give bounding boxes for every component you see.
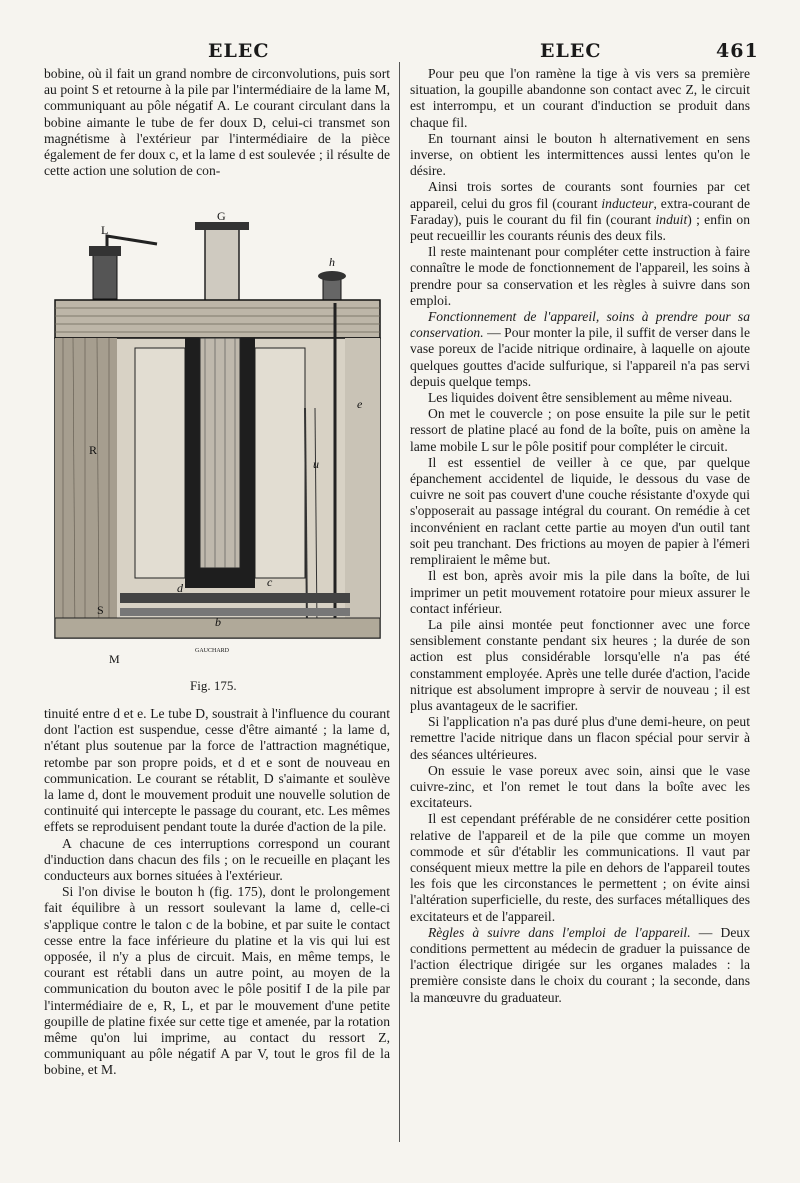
right-column xyxy=(410,66,750,1006)
left-column-bottom xyxy=(44,706,390,1079)
section-regles: Règles à suivre dans l'emploi de l'appareil. — Deux conditions permettent au médecin de graduer la puissance de l'action électrique dirigée sur les organes malades : la première consiste dans le choix du courant ; la seconde, dans la manœuvre du graduateur. xyxy=(410,924,750,1005)
paragraph: tinuité entre d et e. Le tube D, soustrait à l'influence du courant dont l'action est suspendue, cesse d'être aimanté ; la lame d, n'étant plus soutenue par la force de l'attraction magnétique, retombe par son propre poids, et d et e sont de nouveau en communication. Le courant se rétablit, D s'aimante et soulève la lame d, dont le mouvement produit une nouvelle solution de continuité qui intercepte le passage du courant, etc. Les mêmes effets se reproduisent pendant toute la durée d'action de la pile. xyxy=(44,706,390,835)
left-column-top xyxy=(44,66,390,179)
page-number: 461 xyxy=(716,40,759,62)
paragraph: La pile ainsi montée peut fonctionner avec une force sensiblement constante pendant six heures ; la durée de son action est plus considérable lorsqu'elle n'a pas été constamment employée. Après une telle durée d'action, l'acide nitrique est absolument impropre à servir de nouveau ; il est plus avantageux de le sacrifier. xyxy=(410,616,750,713)
paragraph: Si l'application n'a pas duré plus d'une demi-heure, on peut remettre l'acide nitrique dans un flacon spécial pour servir à des séances ultérieures. xyxy=(410,714,750,762)
paragraph: On met le couvercle ; on pose ensuite la pile sur le petit ressort de platine placé au fond de la boîte, puis on amène la lame mobile L sur le pôle positif pour compléter le circuit. xyxy=(410,406,750,454)
header-left: ELEC xyxy=(208,40,270,62)
column-rule xyxy=(399,62,400,1142)
figure-label-h: h xyxy=(329,255,335,269)
section-fonctionnement: Fonctionnement de l'appareil, soins à prendre pour sa conservation. — Pour monter la pile, il suffit de verser dans le vase poreux de l'acide nitrique ordinaire, à laquelle on ajoute quelques gouttes d'acide sulfurique, si l'appareil n'a pas servi depuis quelque temps. xyxy=(410,309,750,389)
paragraph: A chacune de ces interruptions correspond un courant d'induction dans chacun des fils ; on le recueille en plaçant les conducteurs aux bornes situées à l'extérieur. xyxy=(44,835,390,884)
figure-label-c: c xyxy=(267,575,273,589)
header-right: ELEC xyxy=(540,40,602,62)
figure-label-s: S xyxy=(97,603,104,617)
paragraph: Il reste maintenant pour compléter cette instruction à faire connaître le mode de fonctionnement de l'appareil, les soins à prendre pour sa conservation et les règles à suivre dans son emploi. xyxy=(410,244,750,308)
paragraph: Ainsi trois sortes de courants sont fournies par cet appareil, celui du gros fil (courant inducteur, extra-courant de Faraday), puis le courant du fil fin (courant induit) ; enfin on peut recueillir les courants réunis des deux fils. xyxy=(410,179,750,244)
figure-caption: Fig. 175. xyxy=(190,678,237,693)
paragraph: Les liquides doivent être sensiblement au même niveau. xyxy=(428,390,733,406)
paragraph: Il est cependant préférable de ne considérer cette position relative de l'appareil et de la pile que comme un moyen commode et sûr d'établir les communications. Il vaut par conséquent mieux mettre la pile en dehors de l'appareil toutes les fois que les circonstances le permettent ; on évite ainsi l'altération superficielle, du reste, des surfaces métalliques des excitateurs et de l'appareil. xyxy=(410,811,750,924)
figure-label-g: G xyxy=(217,209,226,223)
paragraph: Pour peu que l'on ramène la tige à vis vers sa première situation, la goupille abandonne son contact avec Z, le circuit est interrompu, et un courant d'induction se produit dans chaque fil. xyxy=(410,66,750,130)
figure-label-b: b xyxy=(215,615,221,629)
figure-engraver: GAUCHARD xyxy=(195,648,230,654)
figure-label-u: u xyxy=(313,457,319,471)
figure-label-d: d xyxy=(177,581,183,595)
figure-label-l: L xyxy=(101,223,109,237)
paragraph: Il est essentiel de veiller à ce que, par quelque épanchement accidentel de liquide, le dessous du vase de cuivre ne soit pas couvert d'une couche résistante d'oxyde qui s'opposerait au passage intégral du courant. On remédie à cet inconvénient en raclant cette partie au moyen d'un outil tant soit peu tranchant. Des frictions au moyen de papier à l'émeri rempliraient le même but. xyxy=(410,454,750,568)
figure-label-m: M xyxy=(109,652,120,666)
paragraph: Il est bon, après avoir mis la pile dans la boîte, de lui imprimer un petit mouvement rotatoire pour mieux assurer le contact inférieur. xyxy=(410,568,750,616)
figure-175-illustration xyxy=(45,208,390,666)
paragraph: bobine, où il fait un grand nombre de circonvolutions, puis sort au point S et retourne à la pile par l'intermédiaire de la lame M, communiquant au pôle négatif A. Le courant circulant dans la bobine aimante le tube de fer doux D, celui-ci transmet son magnétisme à l'extérieur par l'intermédiaire de la pièce également de fer doux c, et la lame d est soulevée ; il résulte de cette action une solution de con- xyxy=(44,66,390,179)
figure-label-e: e xyxy=(357,397,363,411)
paragraph: On essuie le vase poreux avec soin, ainsi que le vase cuivre-zinc, et l'on remet le tout dans la boîte avec les excitateurs. xyxy=(410,762,750,811)
paragraph: Si l'on divise le bouton h (fig. 175), dont le prolongement fait équilibre à un ressort soulevant la lame d, celle-ci s'applique contre le talon c de la bobine, et par suite le contact cesse entre la face inférieure du platine et la vis qui lui est opposée, il n'y a plus de circuit. Mais, en même temps, le courant est rétabli dans un autre point, au moyen de la communication du bouton avec le pôle positif I de la pile par l'intermédiaire de e, R, L, et par le mouvement d'une petite goupille de platine fixée sur cette tige et amenée, par la rotation même qu'on lui imprime, au contact du ressort Z, communiquant au pôle négatif A par V, tout le gros fil de la bobine, et M. xyxy=(44,884,390,1078)
paragraph: En tournant ainsi le bouton h alternativement en sens inverse, on obtient les intermittences aussi lentes qu'on le désire. xyxy=(410,130,750,179)
figure-label-r: R xyxy=(89,443,98,457)
